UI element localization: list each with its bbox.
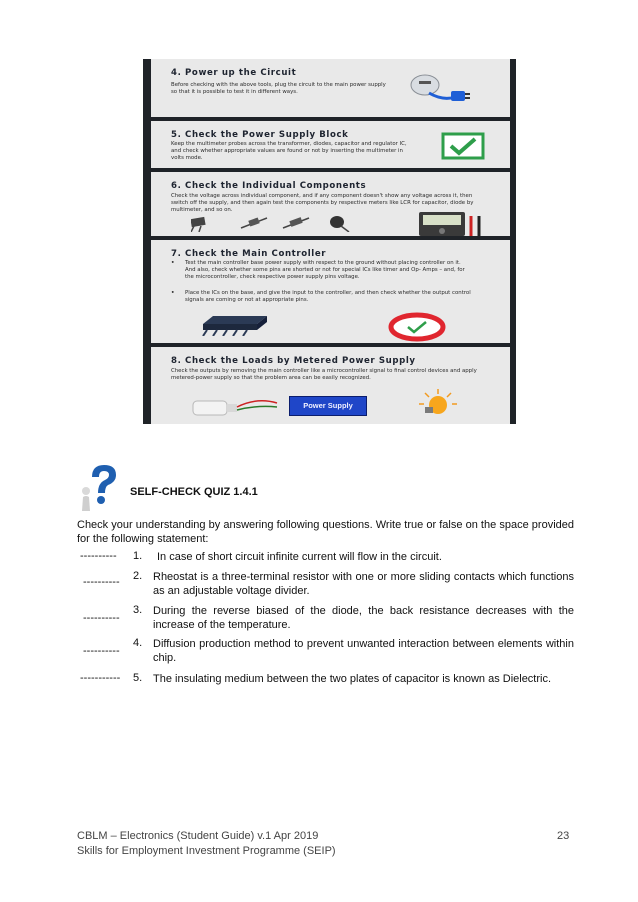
answer-blank-3[interactable]: ---------- <box>83 612 120 624</box>
step-7-bullet-1-text: Test the main controller base power supply with respect to the ground without placing controller on it. And also, check whether some pins are shorted or not for special ICs like timer and Op- Amps – and, for the microcontroller, check respective power supply pins voltage. <box>185 260 465 281</box>
bullet-dot: • <box>171 260 175 266</box>
question-text-5: The insulating medium between the two plates of capacitor is known as Dielectric. <box>153 673 552 685</box>
question-text-2: Rheostat is a three-terminal resistor with one or more sliding contacts which functions as an adjustable voltage divider. <box>153 571 574 597</box>
troubleshooting-infographic <box>143 59 516 424</box>
power-plug-icon <box>403 71 473 111</box>
question-number-2: 2. <box>133 570 143 582</box>
question-number-5: 5. <box>133 672 143 684</box>
answer-blank-5[interactable]: ----------- <box>80 672 121 684</box>
step-8-card <box>151 347 510 424</box>
step-4-text: Before checking with the above tools, plug the circuit to the main power supply so that it is possible to test it in different ways. <box>171 82 386 96</box>
step-6-title: 6. Check the Individual Components <box>171 181 367 191</box>
step-8-text: Check the outputs by removing the main controller like a microcontroller signal to final control devices and apply metered-power supply so that the problem area can be easily recognized. <box>171 368 477 382</box>
motor-icon <box>191 395 281 417</box>
step-7-title: 7. Check the Main Controller <box>171 249 327 259</box>
checkmark-box-icon <box>441 132 485 160</box>
infographic-frame-right <box>510 59 516 424</box>
question-number-4: 4. <box>133 637 143 649</box>
step-5-text: Keep the multimeter probes across the transformer, diodes, capacitor and regulator IC, and check whether appropriate values are found or not by inserting the multimeter in volts mode. <box>171 141 407 162</box>
step-4-title: 4. Power up the Circuit <box>171 68 297 78</box>
step-6-text: Check the voltage across individual component, and if any component doesn't show any voltage across it, then switch off the supply, and then again test the components by respective meters like LCR for capacitor, diode by multimeter, and so on. <box>171 193 474 214</box>
check-ring-icon <box>387 312 447 342</box>
step-7-bullet-1 <box>171 260 471 282</box>
step-7-bullet-2-text: Place the ICs on the base, and give the input to the controller, and then check whether the output control signals are coming or not at appropriate pins. <box>185 290 471 304</box>
step-8-title: 8. Check the Loads by Metered Power Supply <box>171 356 416 366</box>
footer-title: CBLM – Electronics (Student Guide) v.1 Apr 2019 <box>77 830 319 842</box>
question-mark-person-icon <box>80 463 122 511</box>
step-6-card <box>151 172 510 236</box>
quiz-title: SELF-CHECK QUIZ 1.4.1 <box>130 486 258 498</box>
answer-blank-1[interactable]: ---------- <box>80 550 117 562</box>
question-number-3: 3. <box>133 604 143 616</box>
bullet-dot: • <box>171 290 175 296</box>
answer-blank-4[interactable]: ---------- <box>83 645 120 657</box>
power-supply-label: Power Supply <box>289 396 367 416</box>
step-5-title: 5. Check the Power Supply Block <box>171 130 349 140</box>
ic-chip-icon <box>197 314 273 336</box>
page-number: 23 <box>557 830 570 842</box>
question-text-4: Diffusion production method to prevent unwanted interaction between elements within chip. <box>153 638 574 664</box>
step-7-card <box>151 240 510 343</box>
answer-blank-2[interactable]: ---------- <box>83 576 120 588</box>
lamp-icon <box>413 389 463 419</box>
components-icon <box>191 214 361 232</box>
question-text-1: In case of short circuit infinite current will flow in the circuit. <box>157 551 442 563</box>
multimeter-icon <box>419 212 489 236</box>
question-text-3: During the reverse biased of the diode, the back resistance decreases with the increase of the temperature. <box>153 605 574 631</box>
step-4-card <box>151 59 510 117</box>
quiz-instructions: Check your understanding by answering following questions. Write true or false on the space provided for the following statement: <box>77 519 574 545</box>
step-5-card <box>151 121 510 168</box>
step-7-bullet-2 <box>171 290 471 304</box>
infographic-frame-left <box>143 59 151 424</box>
footer-programme: Skills for Employment Investment Programme (SEIP) <box>77 845 336 857</box>
question-number-1: 1. <box>133 550 143 562</box>
